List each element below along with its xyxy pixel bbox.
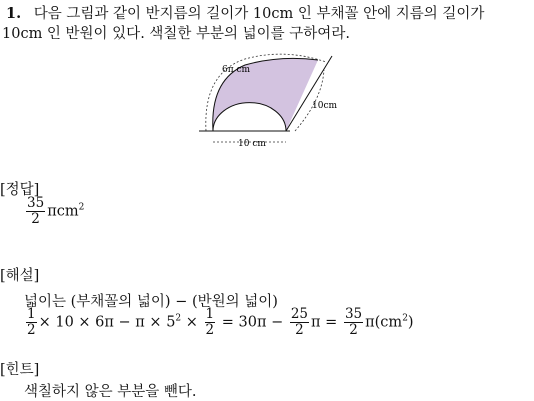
eq-seg-2: × — [185, 314, 198, 331]
eq-frac-2-den: 2 — [205, 322, 215, 338]
eq-frac-3-num: 25 — [290, 306, 309, 322]
eq-frac-3 — [290, 307, 309, 338]
eq-frac-3-den: 2 — [295, 322, 304, 338]
eq-seg-5: π(cm — [365, 314, 403, 331]
answer-unit: πcm — [47, 203, 79, 220]
eq-frac-1 — [26, 307, 37, 338]
answer-label: [정답] — [0, 182, 40, 198]
answer-frac-num: 35 — [27, 195, 45, 211]
answer-frac-den: 2 — [31, 211, 40, 227]
answer-unit-exp: 2 — [78, 202, 85, 213]
explanation-line-1: 넓이는 (부채꼴의 넓이) − (반원의 넓이) — [24, 294, 278, 310]
hint-text: 색칠하지 않은 부분을 뺀다. — [24, 384, 197, 400]
eq-frac-2-num: 1 — [205, 306, 215, 322]
eq-frac-4 — [344, 307, 363, 338]
eq-frac-4-num: 35 — [344, 306, 363, 322]
question-line-1 — [6, 4, 484, 24]
eq-seg-6: ) — [407, 314, 414, 331]
eq-seg-4: π = — [311, 314, 338, 331]
question-number: 1. — [6, 5, 22, 22]
question-text-2: 10cm 인 반원이 있다. 색칠한 부분의 넓이를 구하여라. — [2, 26, 350, 42]
question-text-1: 다음 그림과 같이 반지름의 길이가 10cm 인 부채꼴 안에 지름의 길이가 — [33, 6, 485, 22]
eq-frac-1-num: 1 — [27, 306, 36, 322]
hint-label: [힌트] — [0, 362, 40, 378]
eq-seg-1: × 10 × 6π − π × 5 — [38, 314, 176, 331]
sector-figure — [190, 52, 340, 152]
eq-exp-1: 2 — [175, 313, 182, 324]
diameter-label: 10 cm — [238, 139, 266, 149]
answer-fraction — [26, 196, 45, 227]
answer-expression — [24, 196, 84, 227]
explanation-equation — [24, 307, 414, 338]
eq-frac-2 — [205, 307, 216, 338]
eq-exp-2: 2 — [402, 313, 408, 324]
explanation-label: [해설] — [0, 268, 40, 284]
radius-label: 10cm — [312, 101, 338, 111]
arc-length-label: 6π cm — [222, 65, 251, 75]
eq-frac-1-den: 2 — [27, 322, 36, 338]
eq-seg-3: = 30π − — [221, 314, 284, 331]
eq-frac-4-den: 2 — [349, 322, 358, 338]
